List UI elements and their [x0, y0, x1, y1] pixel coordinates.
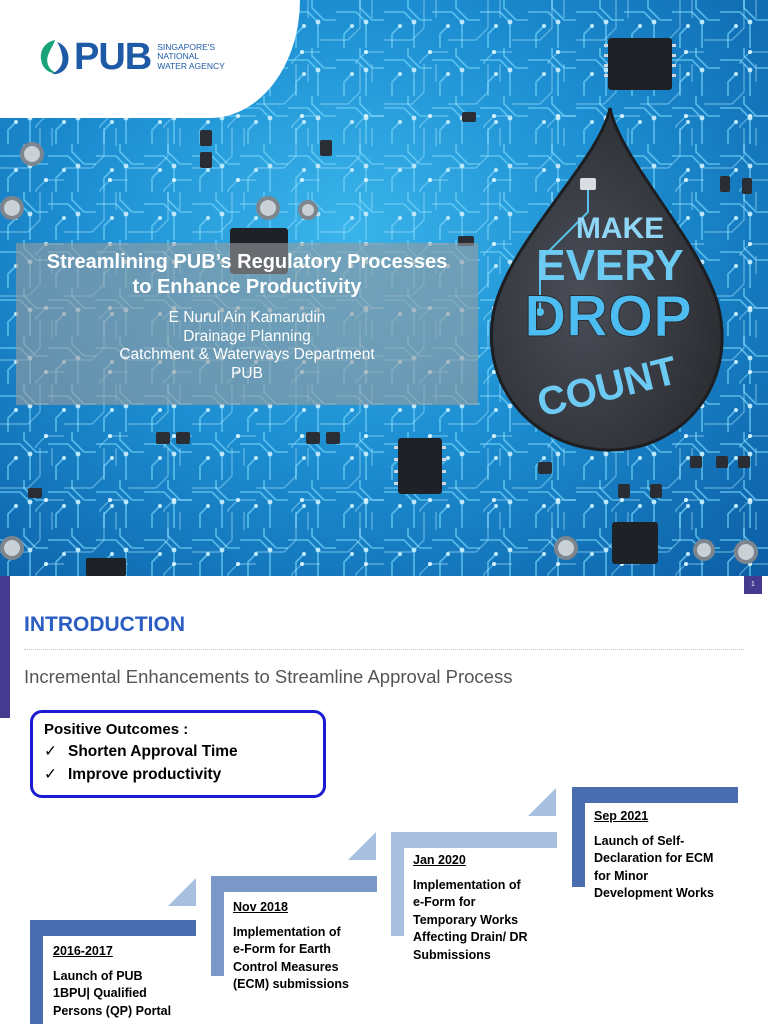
logo-tagline	[157, 43, 225, 72]
check-icon: ✓	[44, 766, 57, 783]
timeline-description-line: Affecting Drain/ DR	[413, 930, 528, 944]
title-box	[16, 243, 478, 405]
presenter-name: E Nurul Ain Kamarudin	[168, 309, 326, 326]
timeline-description-line: e-Form for Earth	[233, 942, 331, 956]
timeline-step-sep-2021	[594, 808, 714, 903]
timeline-step-2016-2017	[53, 943, 171, 1020]
outcome-label: Improve productivity	[68, 766, 222, 783]
slide-title-line: Streamlining PUB’s Regulatory Processes	[46, 251, 448, 273]
logo-tagline-line: SINGAPORE'S	[157, 41, 216, 52]
introduction-slide	[0, 576, 768, 1024]
page-number: 1	[744, 576, 762, 594]
presenter-info	[119, 309, 374, 383]
timeline-description-line: Implementation of	[413, 877, 521, 892]
presenter-division: Drainage Planning	[183, 327, 311, 345]
timeline-description-line: e-Form for	[413, 895, 476, 909]
timeline-description-line: 1BPU| Qualified	[53, 986, 147, 1000]
section-heading: INTRODUCTION	[24, 613, 185, 636]
pub-logo	[38, 36, 225, 78]
timeline-description-line: Temporary Works	[413, 912, 519, 927]
logo-wordmark: PUB	[74, 36, 152, 78]
timeline-description-line: Launch of Self-	[594, 833, 685, 848]
logo-tagline-line: WATER AGENCY	[157, 60, 225, 71]
timeline-date: 2016-2017	[53, 944, 113, 958]
presenter-department: Catchment & Waterways Department	[119, 346, 375, 363]
chip-detail	[580, 178, 596, 190]
logo-tagline-line: NATIONAL	[157, 51, 200, 62]
timeline-description-line: for Minor	[594, 868, 649, 883]
timeline-description-line: (ECM) submissions	[233, 977, 349, 991]
timeline-description-line: Development Works	[594, 886, 714, 900]
slide-title-line: to Enhance Productivity	[132, 276, 362, 298]
timeline-description-line: Implementation of	[233, 924, 341, 939]
timeline-description-line: Launch of PUB	[53, 968, 143, 983]
check-icon: ✓	[44, 743, 57, 760]
timeline-description-line: Submissions	[413, 947, 491, 962]
make-every-drop-count-graphic	[470, 100, 740, 460]
graphic-word: EVERY	[536, 241, 684, 290]
timeline-date: Sep 2021	[594, 809, 649, 823]
timeline-description-line: Persons (QP) Portal	[53, 1003, 172, 1018]
section-subtitle: Incremental Enhancements to Streamline Approval Process	[24, 666, 513, 687]
timeline-step-nov-2018	[233, 899, 349, 994]
graphic-word: MAKE	[575, 212, 665, 245]
water-swirl-icon	[38, 37, 72, 77]
graphic-word: DROP	[524, 284, 692, 349]
outcome-label: Shorten Approval Time	[68, 743, 238, 760]
timeline-description-line: Control Measures	[233, 959, 339, 974]
graphic-word: COUNT	[532, 348, 682, 426]
outcomes-title: Positive Outcomes :	[44, 721, 189, 738]
timeline-date: Jan 2020	[413, 853, 466, 867]
presenter-organisation: PUB	[231, 364, 263, 382]
timeline-description-line: Declaration for ECM	[594, 851, 714, 865]
logo-panel	[0, 0, 300, 118]
timeline-step-jan-2020	[413, 852, 528, 964]
timeline-date: Nov 2018	[233, 900, 288, 914]
